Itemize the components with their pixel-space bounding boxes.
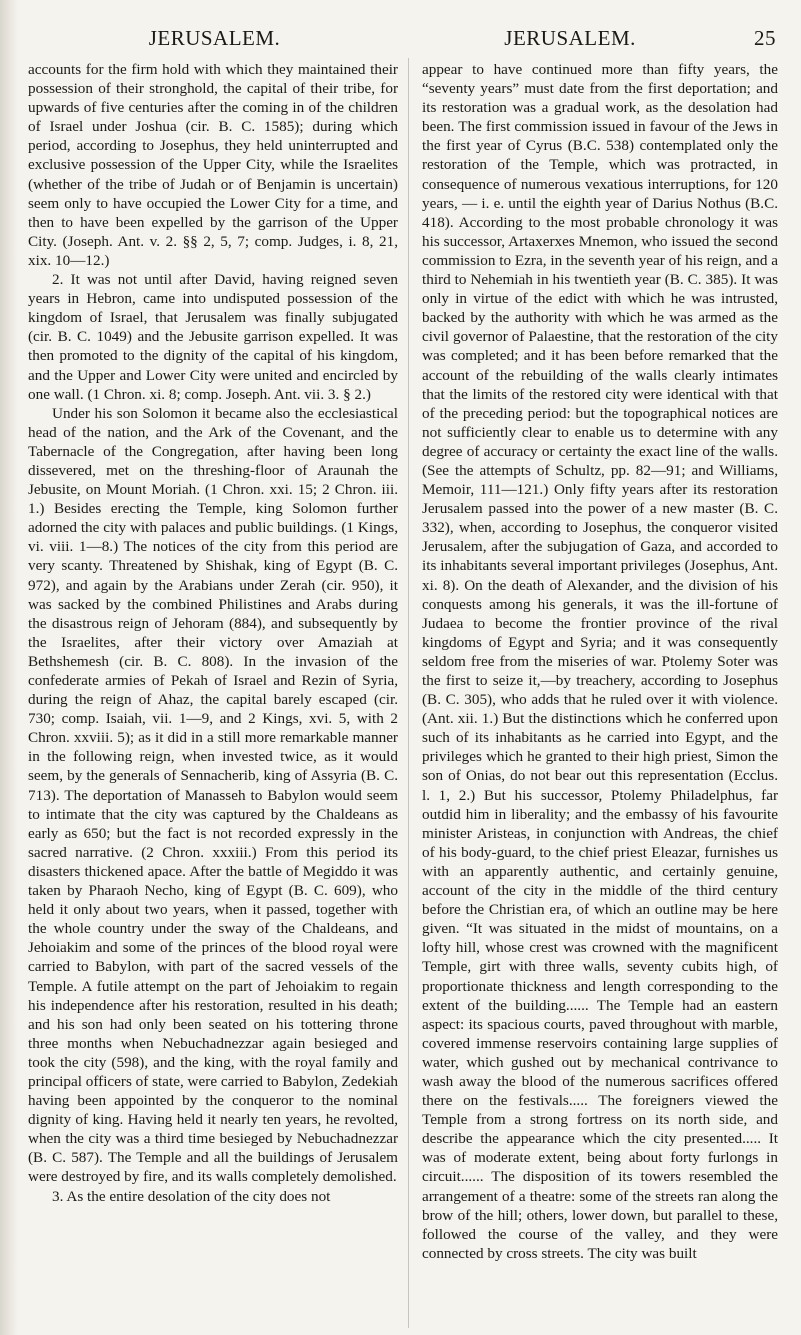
right-text-column bbox=[422, 60, 778, 1328]
left-text-column bbox=[28, 60, 398, 1328]
right-running-header bbox=[421, 26, 776, 50]
column-divider bbox=[408, 58, 409, 1328]
paragraph: 3. As the entire desolation of the city does not bbox=[52, 1187, 331, 1205]
paragraph: Under his son Solomon it became also the ecclesiastical head of the nation, and the Ark of the Covenant, and the Tabernacle of the Congregation, after having been long dissevered, met on the threshing-floor of Araunah the Jebusite, on Mount Moriah. (1 Chron. xxi. 15; 2 Chron. iii. 1.) Besides erecting the Temple, king Solomon further adorned the city with palaces and public buildings. (1 Kings, vi. viii. 1—8.) The notices of the city from this period are very scanty. Threatened by Shishak, king of Egypt (B. C. 972), and again by the Arabians under Zerah (cir. 950), it was sacked by the combined Philistines and Arabs during the disastrous reign of Jehoram (884), and subsequently by the Israelites, after their victory over Amaziah at Bethshemesh (cir. B. C. 808). In the invasion of the confederate armies of Pekah of Israel and Rezin of Syria, during the reign of Ahaz, the capital barely escaped (cir. 730; comp. Isaiah, vii. 1—9, and 2 Kings, xvi. 5, with 2 Chron. xxviii. 5); as it did in a still more remarkable manner in the following reign, when invested twice, as it would seem, by the generals of Sennacherib, king of Assyria (B. C. 713). The deportation of Manasseh to Babylon would seem to intimate that the city was captured by the Chaldeans as early as 650; but the fact is not recorded expressly in the sacred narrative. (2 Chron. xxxiii.) From this period its disasters thickened apace. After the battle of Megiddo it was taken by Pharaoh Necho, king of Egypt (B. C. 609), who held it only about two years, when it passed, together with the whole country under the sway of the Chaldeans, and Jehoiakim and some of the princes of the blood royal were carried to Babylon, with part of the sacred vessels of the Temple. A futile attempt on the part of Jehoiakim to regain his independence after his restoration, resulted in his death; and his son had only been seated on his tottering throne three months when Nebuchadnezzar again besieged and took the city (598), and the king, with the royal family and principal officers of state, were carried to Babylon, Zedekiah having been appointed by the conqueror to the nominal dignity of king. Having held it nearly ten years, he revolted, when the city was a third time besieged by Nebuchadnezzar (B. C. 587). The Temple and all the buildings of Jerusalem were destroyed by fire, and its walls completely demolished. bbox=[28, 404, 398, 1186]
paragraph: 2. It was not until after David, having reigned seven years in Hebron, came into undisputed possession of the kingdom of Israel, that Jerusalem was finally subjugated (cir. B. C. 1049) and the Jebusite garrison expelled. It was then promoted to the dignity of the capital of his kingdom, and the Upper and Lower City were united and encircled by one wall. (1 Chron. xi. 8; comp. Joseph. Ant. vii. 3. § 2.) bbox=[28, 271, 398, 403]
left-running-header bbox=[62, 26, 367, 50]
left-header-title: JERUSALEM. bbox=[148, 26, 281, 50]
right-header-title: JERUSALEM. bbox=[504, 26, 636, 50]
paragraph: appear to have continued more than fifty years, the “seventy years” must date from the first deportation; and its restoration was a gradual work, as the desolation had been. The first commission issued in favour of the Jews in the first year of Cyrus (B.C. 538) contemplated only the restoration of the Temple, which was protracted, in consequence of numerous vexatious interruptions, for 120 years, — i. e. until the eighth year of Darius Nothus (B.C. 418). According to the most probable chronology it was his successor, Artaxerxes Mnemon, who issued the second commission to Ezra, in the seventh year of his reign, and a third to Nehemiah in his twentieth year (B. C. 385). It was only in virtue of the edict with which he was intrusted, backed by the authority with which he was armed as the civil governor of Palaestine, that the restoration of the city was completed; and it has been before remarked that the account of the rebuilding of the walls clearly intimates that the limits of the restored city were identical with that of the preceding period: but the topographical notices are not sufficiently clear to enable us to determine with any degree of accuracy or certainty the exact line of the walls. (See the attempts of Schultz, pp. 82—91; and Williams, Memoir, 111—121.) Only fifty years after its restoration Jerusalem passed into the power of a new master (B. C. 332), when, according to Josephus, the conqueror visited Jerusalem, after the subjugation of Gaza, and accorded to its inhabitants several important privileges (Josephus, Ant. xi. 8). On the death of Alexander, and the division of his conquests among his generals, it was the ill-fortune of Judaea to become the frontier province of the rival kingdoms of Egypt and Syria; and it was consequently seldom free from the miseries of war. Ptolemy Soter was the first to seize it,—by treachery, according to Josephus (B. C. 305), who adds that he ruled over it with violence. (Ant. xii. 1.) But the distinctions which he conferred upon such of its inhabitants as he carried into Egypt, and the privileges which he granted to their high priest, Simon the son of Onias, do not bear out this representation (Ecclus. l. 1, 2.) But his successor, Ptolemy Philadelphus, far outdid him in liberality; and the embassy of his favourite minister Aristeas, in conjunction with Andreas, the chief of his body-guard, to the chief priest Eleazar, furnishes us with an apparently authentic, and certainly genuine, account of the city in the middle of the third century before the Christian era, of which an outline may be here given. “It was situated in the midst of mountains, on a lofty hill, whose crest was crowned with the magnificent Temple, girt with three walls, seventy cubits high, of proportionate thickness and length corresponding to the extent of the building...... The Temple had an eastern aspect: its spacious courts, paved throughout with marble, covered immense reservoirs containing large supplies of water, which gushed out by mechanical contrivance to wash away the blood of the numerous sacrifices offered there on the festivals..... The foreigners viewed the Temple from a strong fortress on its north side, and describe the appearance which the city presented..... It was of moderate extent, being about forty furlongs in circuit...... The disposition of its towers resembled the arrangement of a theatre: some of the streets ran along the brow of the hill; others, lower down, but parallel to these, followed the course of the valley, and they were connected by cross streets. The city was built bbox=[422, 61, 778, 1262]
paragraph: accounts for the firm hold with which they maintained their possession of their stronghold, the capital of their tribe, for upwards of five centuries after the coming in of the children of Israel under Joshua (cir. B. C. 1585); during which period, according to Josephus, they held uninterrupted and exclusive possession of the Upper City, while the Israelites (whether of the tribe of Judah or of Benjamin is uncertain) seem only to have occupied the Lower City for a time, and then to have been expelled by the garrison of the Upper City. (Joseph. Ant. v. 2. §§ 2, 5, 7; comp. Judges, i. 8, 21, xix. 10—12.) bbox=[28, 61, 398, 269]
page-binding-edge bbox=[0, 0, 18, 1335]
page-number: 25 bbox=[754, 26, 776, 50]
